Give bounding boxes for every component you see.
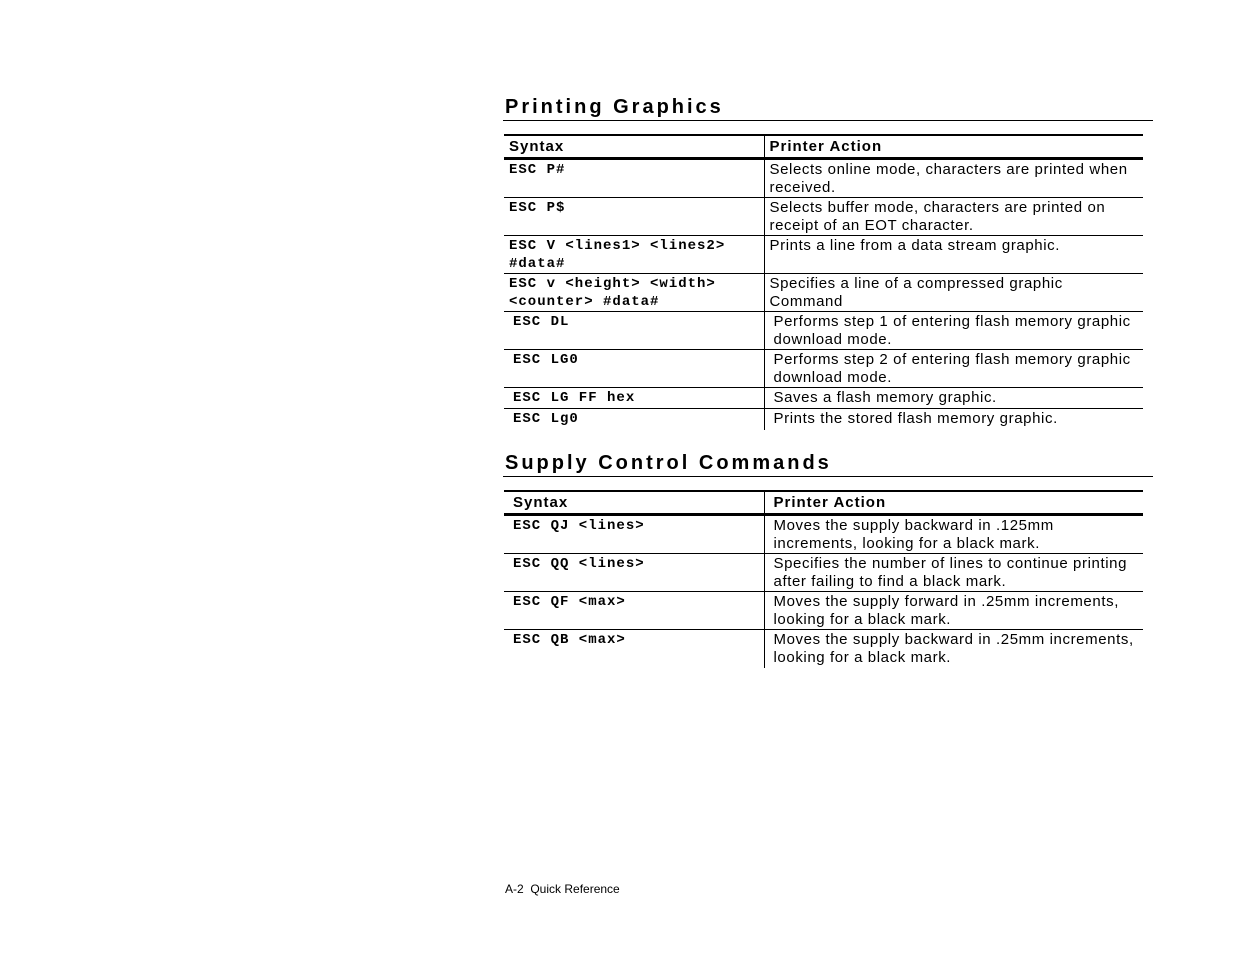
action-cell: Selects buffer mode, characters are printed on receipt of an EOT character.: [764, 198, 1143, 236]
syntax-cell: ESC QF <max>: [504, 592, 764, 630]
section-divider: [503, 476, 1153, 477]
supply-control-table: [504, 490, 1143, 668]
action-cell: Prints the stored flash memory graphic.: [764, 409, 1143, 430]
table-row: [504, 198, 1143, 236]
table-row: [504, 515, 1143, 554]
table-row: [504, 554, 1143, 592]
table-header-row: [504, 135, 1143, 159]
action-cell: Moves the supply forward in .25mm increments, looking for a black mark.: [764, 592, 1143, 630]
syntax-cell: ESC QJ <lines>: [504, 515, 764, 554]
table-row: [504, 630, 1143, 668]
syntax-cell: ESC Lg0: [513, 411, 579, 427]
syntax-cell: ESC P$: [504, 198, 764, 236]
table-row: [504, 409, 1143, 430]
syntax-cell: ESC LG FF hex: [504, 388, 764, 409]
action-cell: Saves a flash memory graphic.: [764, 388, 1143, 409]
syntax-cell: ESC v <height> <width> <counter> #data#: [504, 274, 764, 312]
syntax-cell: ESC LG0: [504, 350, 764, 388]
table-row: [504, 592, 1143, 630]
printer-action-column-header: Printer Action: [764, 491, 1143, 515]
syntax-column-header: Syntax: [504, 135, 764, 159]
table-row: [504, 274, 1143, 312]
section-divider: [503, 120, 1153, 121]
action-cell: Moves the supply backward in .25mm increments, looking for a black mark.: [764, 630, 1143, 668]
table-header-row: [504, 491, 1143, 515]
action-cell: Specifies a line of a compressed graphic Command: [764, 274, 1143, 312]
printing-graphics-table: [504, 134, 1143, 430]
action-cell: Selects online mode, characters are printed when received.: [764, 159, 1143, 198]
syntax-cell: ESC QQ <lines>: [504, 554, 764, 592]
action-cell: Performs step 2 of entering flash memory graphic download mode.: [764, 350, 1143, 388]
syntax-cell: ESC DL: [504, 312, 764, 350]
syntax-cell: ESC QB <max>: [513, 632, 626, 648]
syntax-cell: ESC P#: [504, 159, 764, 198]
syntax-cell: ESC V <lines1> <lines2> #data#: [504, 236, 764, 274]
table-row: [504, 236, 1143, 274]
syntax-column-header: Syntax: [504, 491, 764, 515]
action-cell: Specifies the number of lines to continue printing after failing to find a black mark.: [764, 554, 1143, 592]
table-row: [504, 312, 1143, 350]
section-title-printing-graphics: Printing Graphics: [505, 96, 724, 118]
action-cell: Performs step 1 of entering flash memory graphic download mode.: [764, 312, 1143, 350]
table-row: [504, 388, 1143, 409]
printer-action-column-header: Printer Action: [764, 135, 1143, 159]
action-cell: Prints a line from a data stream graphic.: [764, 236, 1143, 274]
page-footer: A-2 Quick Reference: [505, 882, 620, 896]
section-title-supply-control-commands: Supply Control Commands: [505, 452, 832, 474]
table-row: [504, 350, 1143, 388]
table-row: [504, 159, 1143, 198]
action-cell: Moves the supply backward in .125mm increments, looking for a black mark.: [764, 515, 1143, 554]
